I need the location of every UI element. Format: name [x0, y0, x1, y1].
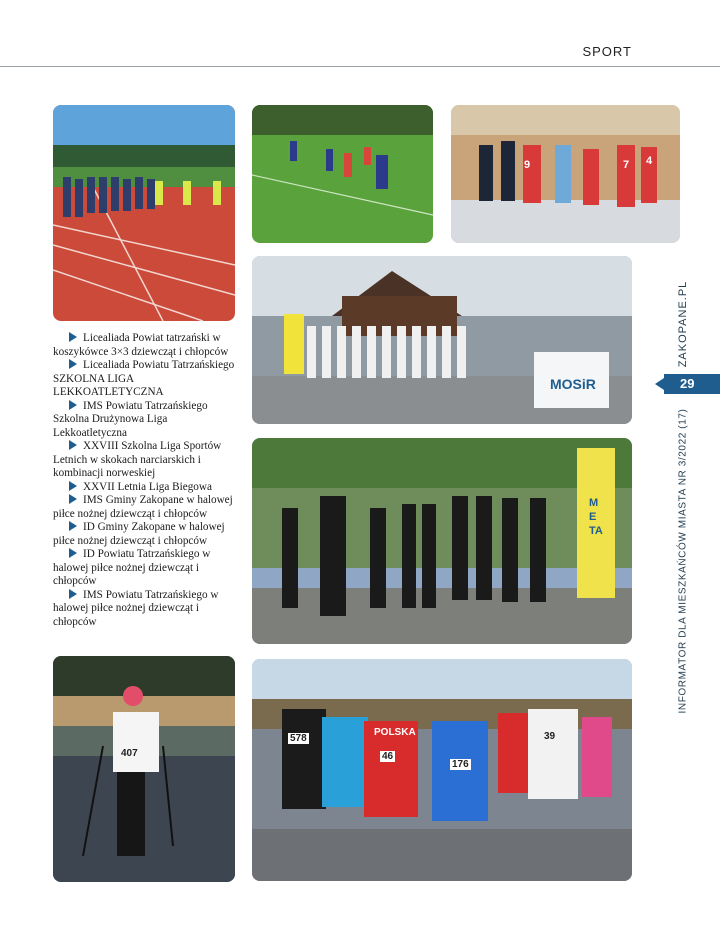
list-item: ID Gminy Zakopane w halowej piłce nożnej dziewcząt i chłopców [53, 521, 225, 547]
list-item: Licealiada Powiatu Tatrzańskiego SZKOLNA LIGA LEKKOATLETYCZNA [53, 359, 235, 398]
race-bib: 407 [121, 748, 138, 759]
race-bib: 46 [382, 751, 394, 762]
photo-start-group-mosir [252, 256, 632, 424]
jersey-number: 7 [623, 159, 630, 171]
list-item: IMS Powiatu Tatrzańskiego Szkolna Drużynowa Liga Lekkoatletyczna [53, 399, 208, 439]
arrow-bullet-icon [69, 521, 77, 531]
publication-info: INFORMATOR DLA MIESZKAŃCÓW MIASTA NR 3/2022 (17) [677, 408, 689, 714]
page-number-tab: 29 [664, 374, 720, 394]
list-item: XXVII Letnia Liga Biegowa [53, 481, 239, 495]
events-list [53, 332, 239, 629]
arrow-bullet-icon [69, 494, 77, 504]
site-name: ZAKOPANE.PL [677, 280, 689, 368]
race-bib: 578 [290, 733, 307, 744]
list-item: XXVIII Szkolna Liga Sportów Letnich w skokach narciarskich i kombinacji norweskiej [53, 440, 222, 479]
arrow-bullet-icon [69, 359, 77, 369]
photo-track-athletes [53, 105, 235, 321]
photo-nordic-walking [53, 656, 235, 882]
finish-banner-text: META [589, 497, 603, 537]
jersey-number: 9 [524, 159, 531, 171]
race-bib: 176 [452, 759, 469, 770]
photo-runners-group [252, 659, 632, 881]
arrow-bullet-icon [69, 400, 77, 410]
list-item: ID Powiatu Tatrzańskiego w halowej piłce nożnej dziewcząt i chłopców [53, 548, 211, 587]
arrow-bullet-icon [69, 589, 77, 599]
list-item: Licealiada Powiat tatrzański w koszykówce 3×3 dziewcząt i chłopców [53, 332, 229, 358]
mosir-banner-text: MOSiR [550, 376, 596, 392]
page-tab-arrow-icon [655, 378, 664, 390]
header-divider [0, 66, 720, 67]
list-item: IMS Powiatu Tatrzańskiego w halowej piłce nożnej dziewcząt i chłopców [53, 588, 219, 628]
photo-indoor-hall-teams [451, 105, 680, 243]
arrow-bullet-icon [69, 481, 77, 491]
jersey-number: 4 [646, 155, 653, 167]
arrow-bullet-icon [69, 332, 77, 342]
photo-runners-finish [252, 438, 632, 644]
shirt-text: POLSKA [374, 727, 416, 738]
photo-football-match [252, 105, 433, 243]
section-title: SPORT [582, 44, 632, 59]
arrow-bullet-icon [69, 548, 77, 558]
list-item: IMS Gminy Zakopane w halowej piłce nożnej dziewcząt i chłopców [53, 494, 233, 520]
race-bib: 39 [544, 731, 556, 742]
arrow-bullet-icon [69, 440, 77, 450]
